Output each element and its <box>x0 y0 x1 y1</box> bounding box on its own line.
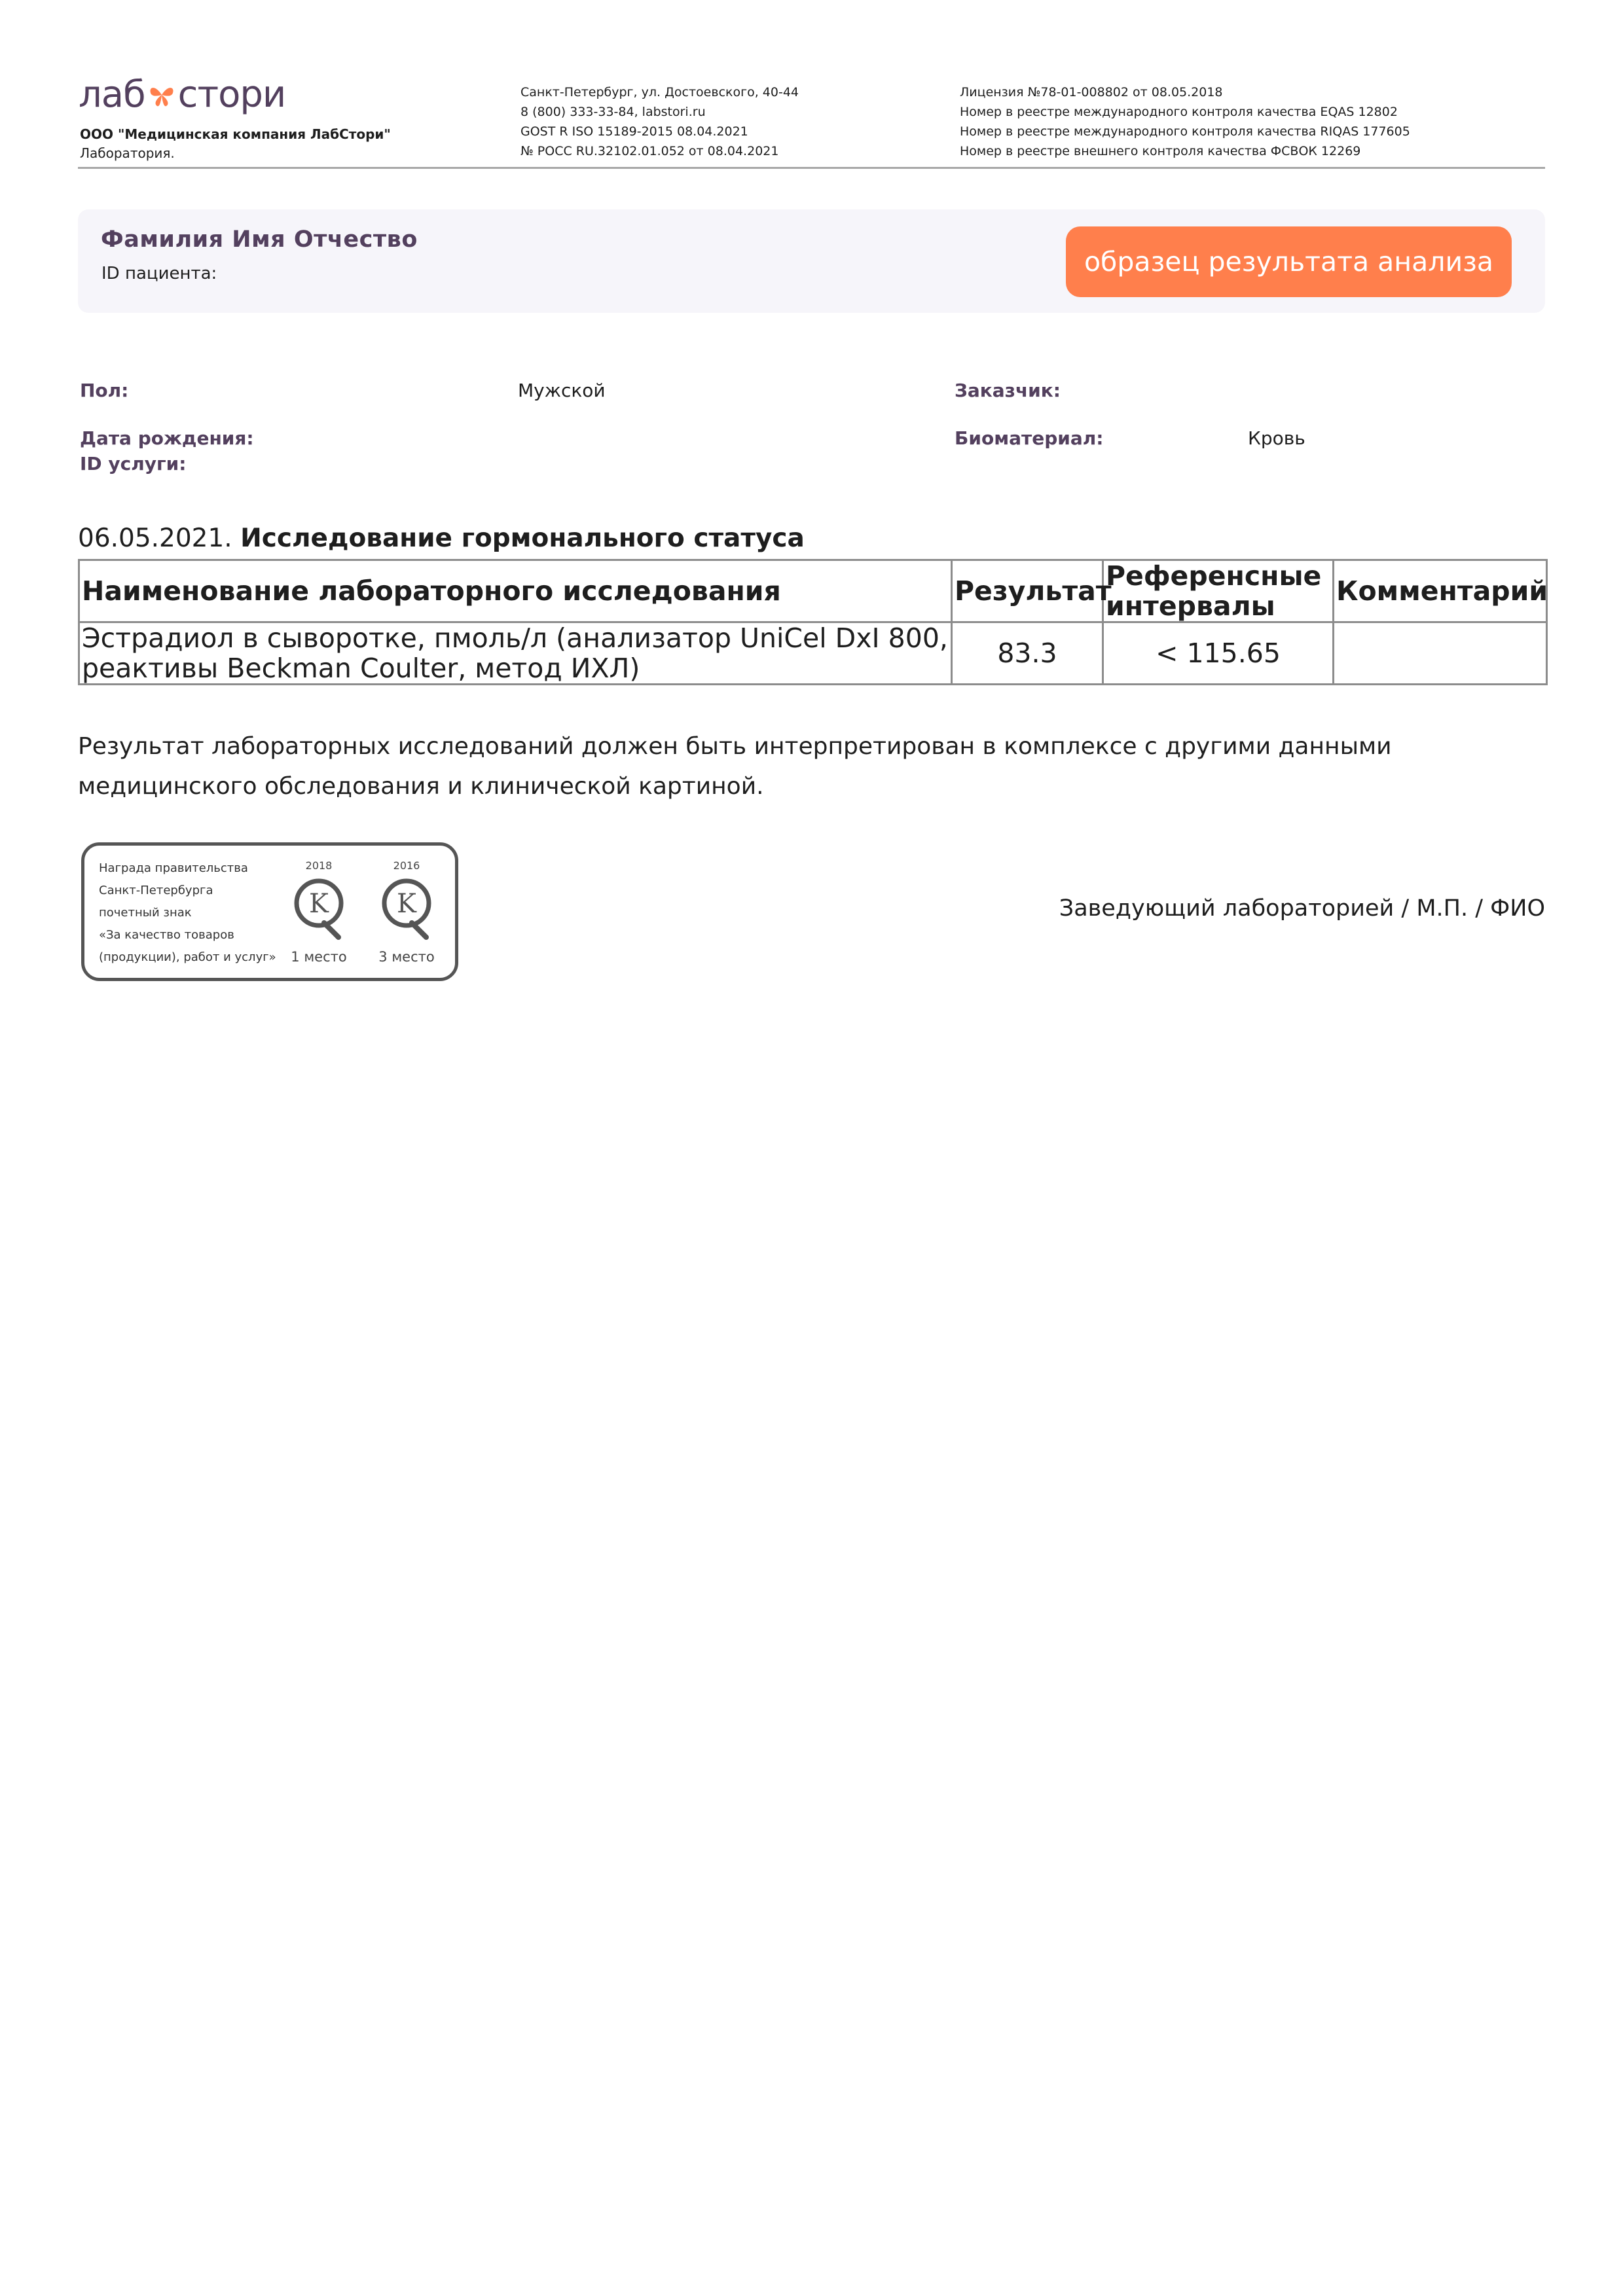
license-line: Лицензия №78-01-008802 от 08.05.2018 <box>960 85 1223 99</box>
award-line: (продукции), работ и услуг» <box>99 950 276 964</box>
table-header-row <box>79 560 1547 622</box>
section-title <box>78 524 805 553</box>
award-year-1: 2018 <box>305 859 333 872</box>
col-header-result: Результат <box>952 560 1103 622</box>
section-date: 06.05.2021. <box>78 524 232 553</box>
license-line: Номер в реестре международного контроля качества RIQAS 177605 <box>960 124 1410 139</box>
award-text <box>99 857 276 969</box>
header-divider <box>78 167 1545 169</box>
table-row <box>79 622 1547 685</box>
col-header-name: Наименование лабораторного исследования <box>79 560 952 622</box>
interpretation-note: Результат лабораторных исследований должен быть интерпретирован в комплексе с другими данными медицинского обследования и клинической картиной. <box>78 733 1392 800</box>
sample-result-badge: образец результата анализа <box>1066 226 1512 297</box>
birth-date-label: Дата рождения: <box>80 427 254 449</box>
contact-line: 8 (800) 333-33-84, labstori.ru <box>520 105 706 119</box>
results-table <box>78 559 1548 685</box>
quality-mark-icon <box>293 877 345 940</box>
award-place-1: 1 место <box>291 949 347 965</box>
signature-line: Заведующий лабораторией / М.П. / ФИО <box>1059 895 1545 922</box>
result-cell: 83.3 <box>952 622 1103 685</box>
comment-cell <box>1334 622 1547 685</box>
award-line: почетный знак <box>99 906 192 920</box>
quality-award-badge <box>81 842 458 981</box>
award-year-2: 2016 <box>393 859 420 872</box>
award-place-2: 3 место <box>378 949 435 965</box>
butterfly-icon <box>147 80 177 110</box>
licenses-block <box>960 82 1410 161</box>
service-id-label: ID услуги: <box>80 453 187 475</box>
award-line: «За качество товаров <box>99 928 234 942</box>
patient-id-label: ID пациента: <box>101 264 217 283</box>
contact-line: № РОСС RU.32102.01.052 от 08.04.2021 <box>520 144 779 158</box>
section-name: Исследование гормонального статуса <box>240 524 805 553</box>
company-logo <box>79 73 285 116</box>
sex-label: Пол: <box>80 380 129 401</box>
col-header-reference: Референсные интервалы <box>1103 560 1334 622</box>
contact-line: Санкт-Петербург, ул. Достоевского, 40-44 <box>520 85 799 99</box>
license-line: Номер в реестре международного контроля качества EQAS 12802 <box>960 105 1398 119</box>
biomaterial-label: Биоматериал: <box>955 427 1104 449</box>
patient-name: Фамилия Имя Отчество <box>101 226 418 253</box>
logo-text-left: лаб <box>79 73 145 116</box>
logo-text-right: стори <box>177 73 286 116</box>
company-subtitle: Лаборатория. <box>80 145 175 161</box>
sex-value: Мужской <box>518 380 606 401</box>
company-name: ООО "Медицинская компания ЛабСтори" <box>80 126 391 142</box>
award-line: Награда правительства <box>99 861 248 875</box>
col-header-comment: Комментарий <box>1334 560 1547 622</box>
biomaterial-value: Кровь <box>1248 427 1305 449</box>
svg-text:K: K <box>397 889 416 919</box>
reference-cell: < 115.65 <box>1103 622 1334 685</box>
award-line: Санкт-Петербурга <box>99 884 213 897</box>
customer-label: Заказчик: <box>955 380 1061 401</box>
contact-line: GOST R ISO 15189-2015 08.04.2021 <box>520 124 748 139</box>
contacts-block <box>520 82 799 161</box>
license-line: Номер в реестре внешнего контроля качества ФСВОК 12269 <box>960 144 1361 158</box>
quality-mark-icon <box>380 877 433 940</box>
svg-text:K: K <box>309 889 329 919</box>
test-name-cell: Эстрадиол в сыворотке, пмоль/л (анализатор UniCel DxI 800, реактивы Beckman Coulter, метод ИХЛ) <box>79 622 952 685</box>
